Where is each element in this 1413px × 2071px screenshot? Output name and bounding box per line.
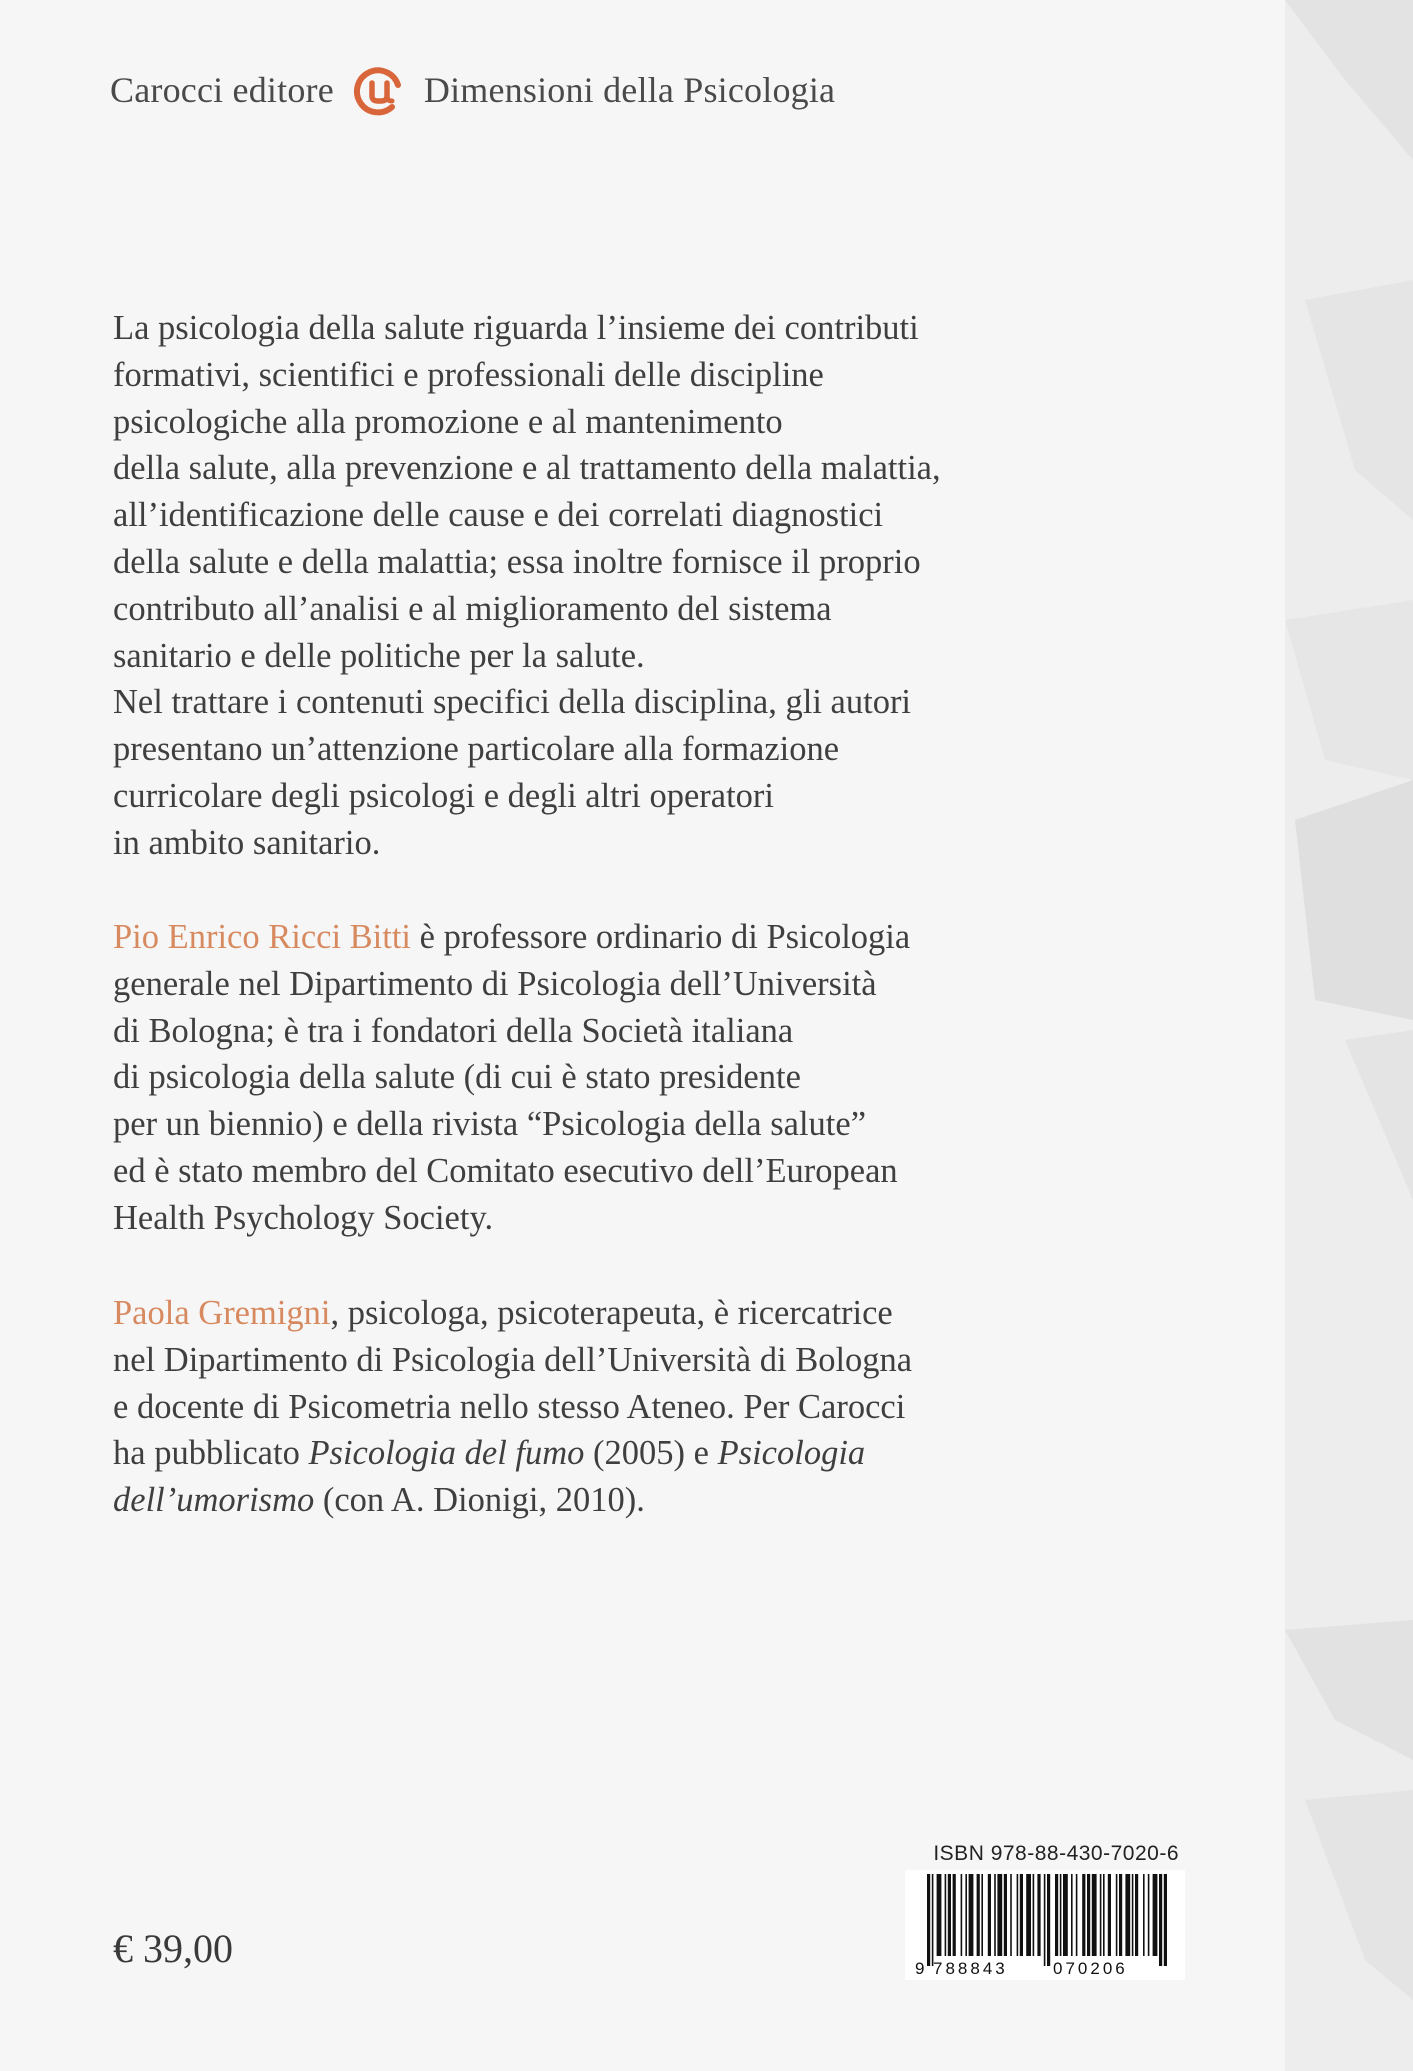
text-fragment: (con A. Dionigi, 2010). [314, 1481, 645, 1520]
author-bio-ricci-bitti [113, 914, 1113, 1242]
barcode-bar [1047, 1874, 1050, 1966]
svg-text:9: 9 [915, 1959, 925, 1978]
barcode-bar [1159, 1874, 1162, 1966]
text-line: formativi, scientifici e professionali delle discipline [113, 355, 824, 394]
text-fragment: , psicologa, psicoterapeuta, è ricercatrice [330, 1294, 893, 1332]
text-line: generale nel Dipartimento di Psicologia dell’Università [113, 964, 877, 1003]
barcode-bar [1100, 1874, 1102, 1956]
carocci-at-logo-icon [352, 63, 406, 117]
barcode-bar [997, 1874, 1002, 1956]
text-line: di psicologia della salute (di cui è stato presidente [113, 1058, 801, 1097]
barcode-bar [1071, 1874, 1073, 1956]
barcode-bar [1004, 1874, 1007, 1956]
barcode-bar [1087, 1874, 1090, 1956]
series-header [110, 60, 835, 120]
barcode-bar [988, 1874, 991, 1956]
barcode-bar [932, 1874, 934, 1966]
text-line [113, 1477, 1113, 1524]
barcode-bar [981, 1874, 983, 1956]
text-fragment: ha pubblicato [113, 1434, 309, 1473]
text-line [113, 1430, 1113, 1477]
barcode-bar [937, 1874, 942, 1956]
barcode-bar [961, 1874, 963, 1956]
barcode-bar [969, 1874, 974, 1956]
text-fragment: è professore ordinario di Psicologia [411, 918, 911, 956]
barcode-bar [1060, 1874, 1062, 1956]
publisher-name: Carocci editore [110, 70, 334, 110]
barcode-bar [945, 1874, 947, 1956]
barcode-bar [1148, 1874, 1150, 1956]
text-line: ed è stato membro del Comitato esecutivo dell’European [113, 1151, 898, 1190]
svg-text:788843: 788843 [933, 1959, 1008, 1978]
text-line: nel Dipartimento di Psicologia dell’Università di Bologna [113, 1340, 913, 1379]
author-name: Paola Gremigni [113, 1294, 331, 1332]
text-line: della salute, alla prevenzione e al trattamento della malattia, [113, 449, 941, 488]
barcode-bar [1116, 1874, 1118, 1956]
barcode-bar [1020, 1874, 1023, 1956]
barcode-bar [1119, 1874, 1122, 1956]
book-title: dell’umorismo [113, 1481, 315, 1520]
barcode-bar [1164, 1874, 1167, 1966]
text-line: sanitario e delle politiche per la salute. [113, 636, 645, 675]
barcode-bar [1010, 1874, 1012, 1956]
isbn-barcode-block [905, 1842, 1185, 1980]
barcode-bar [1017, 1874, 1019, 1956]
barcode-icon [905, 1870, 1185, 1980]
text-line: della salute e della malattia; essa inoltre fornisce il proprio [113, 542, 921, 581]
decorative-side-strip [1285, 0, 1413, 2071]
author-bio-gremigni [113, 1290, 1113, 1524]
text-line: per un biennio) e della rivista “Psicologia della salute” [113, 1105, 867, 1144]
text-line: contributo all’analisi e al miglioramento del sistema [113, 589, 832, 628]
barcode-bar [1092, 1874, 1097, 1956]
barcode-bar [994, 1874, 996, 1956]
text-line: in ambito sanitario. [113, 823, 381, 862]
text-line: di Bologna; è tra i fondatori della Società italiana [113, 1011, 794, 1050]
barcode-bar [1037, 1874, 1040, 1956]
text-line: La psicologia della salute riguarda l’insieme dei contributi [113, 309, 919, 347]
book-title: Psicologia [717, 1434, 866, 1473]
isbn-label: ISBN 978-88-430-7020-6 [933, 1842, 1179, 1865]
barcode-bar [948, 1874, 951, 1956]
svg-text:070206: 070206 [1053, 1959, 1128, 1978]
barcode-bar [1033, 1874, 1035, 1956]
author-name: Pio Enrico Ricci Bitti [113, 918, 412, 956]
barcode-bar [965, 1874, 967, 1956]
barcode-bar [953, 1874, 956, 1956]
text-line: Nel trattare i contenuti specifici della disciplina, gli autori [113, 683, 912, 722]
text-fragment: (2005) e [584, 1434, 718, 1473]
barcode-bar [1108, 1874, 1111, 1956]
barcode-bar [1055, 1874, 1058, 1956]
barcode-bar [1132, 1874, 1134, 1956]
text-line: curricolare degli psicologi e degli altri operatori [113, 776, 774, 815]
barcode-bar [1063, 1874, 1068, 1956]
text-line [113, 1290, 1113, 1337]
barcode-bar [1153, 1874, 1158, 1956]
text-line: presentano un’attenzione particolare alla formazione [113, 730, 840, 769]
barcode-bar [1125, 1874, 1130, 1956]
barcode-bar [1026, 1874, 1031, 1956]
barcode-bar [1044, 1874, 1046, 1966]
barcode-bar [1135, 1874, 1138, 1956]
text-line: Health Psychology Society. [113, 1198, 494, 1237]
text-line: psicologiche alla promozione e al mantenimento [113, 402, 783, 441]
barcode-bar [927, 1874, 930, 1966]
price: € 39,00 [113, 1926, 233, 1971]
barcode-bar [1143, 1874, 1145, 1956]
text-line: all’identificazione delle cause e dei correlati diagnostici [113, 496, 884, 535]
barcode-bar [1076, 1874, 1078, 1956]
book-title: Psicologia del fumo [308, 1434, 585, 1473]
text-line: e docente di Psicometria nello stesso Ateneo. Per Carocci [113, 1387, 906, 1426]
barcode-bar [1103, 1874, 1105, 1956]
barcode-bar [1082, 1874, 1085, 1956]
series-name: Dimensioni della Psicologia [423, 70, 836, 110]
intro-paragraph [113, 305, 1113, 867]
text-line [113, 914, 1113, 961]
barcode-bar [977, 1874, 980, 1956]
